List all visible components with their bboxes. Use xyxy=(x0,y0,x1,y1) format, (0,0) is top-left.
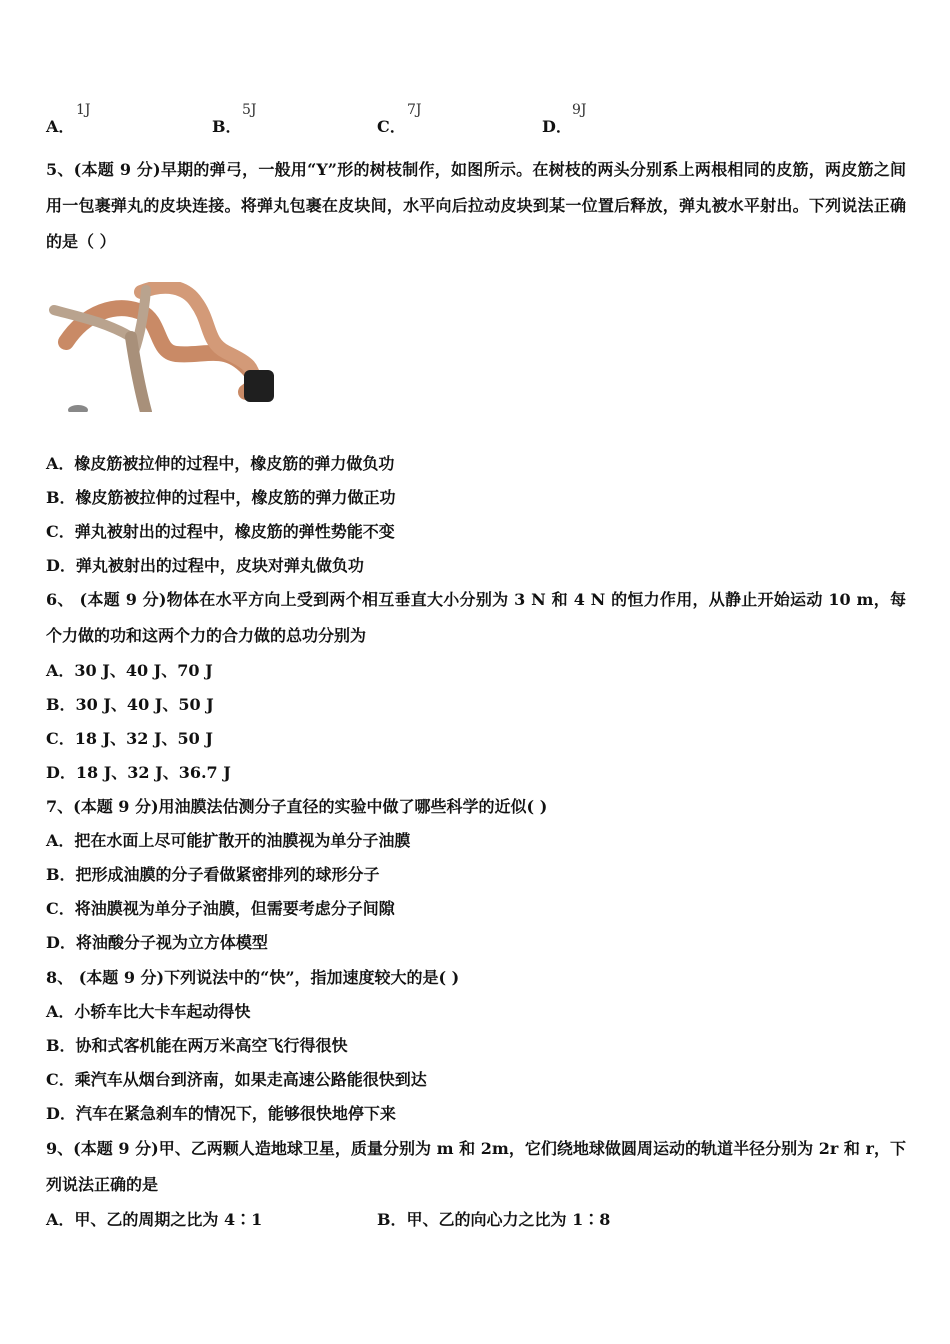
q5-option-a: A．橡皮筋被拉伸的过程中，橡皮筋的弹力做负功 xyxy=(46,454,395,473)
q8-option-a: A．小轿车比大卡车起动得快 xyxy=(46,1002,251,1021)
option-value: 1J xyxy=(76,102,91,118)
q8-option-c: C．乘汽车从烟台到济南，如果走高速公路能很快到达 xyxy=(46,1070,427,1089)
option-label: A． xyxy=(46,117,75,136)
q4-option-c xyxy=(377,102,422,137)
q5-option-b: B．橡皮筋被拉伸的过程中，橡皮筋的弹力做正功 xyxy=(46,488,396,507)
q5-stem: 5、(本题 9 分)早期的弹弓，一般用“Y”形的树枝制作，如图所示。在树枝的两头分别系上两根相同的皮筋，两皮筋之间用一包裹弹丸的皮块连接。将弹丸包裹在皮块间，水平向后拉动皮块到某一位置后释放，弹丸被水平射出。下列说法正确的是（ ） xyxy=(46,160,906,251)
q7-option-b: B．把形成油膜的分子看做紧密排列的球形分子 xyxy=(46,865,380,884)
q9-option-a: A．甲、乙的周期之比为 4∶1 xyxy=(46,1210,263,1229)
q7-option-a: A．把在水面上尽可能扩散开的油膜视为单分子油膜 xyxy=(46,831,411,850)
option-value: 7J xyxy=(407,102,422,118)
option-value: 5J xyxy=(242,102,257,118)
q6-option-c: C．18 J、32 J、50 J xyxy=(46,729,213,748)
option-label: B． xyxy=(212,117,242,136)
q9-stem: 9、(本题 9 分)甲、乙两颗人造地球卫星，质量分别为 m 和 2m，它们绕地球做圆周运动的轨道半径分别为 2r 和 r，下列说法正确的是 xyxy=(46,1139,906,1194)
q6-stem: 6、 (本题 9 分)物体在水平方向上受到两个相互垂直大小分别为 3 N 和 4 N 的恒力作用，从静止开始运动 10 m，每个力做的功和这两个力的合力做的总功分别为 xyxy=(46,590,906,645)
q8-option-b: B．协和式客机能在两万米高空飞行得很快 xyxy=(46,1036,348,1055)
q4-options xyxy=(46,102,746,138)
q4-option-d xyxy=(542,102,587,137)
q6-option-b: B．30 J、40 J、50 J xyxy=(46,695,214,714)
slingshot-figure xyxy=(46,282,287,412)
q4-option-a xyxy=(46,102,91,137)
q7-option-c: C．将油膜视为单分子油膜，但需要考虑分子间隙 xyxy=(46,899,395,918)
q5-option-c: C．弹丸被射出的过程中，橡皮筋的弹性势能不变 xyxy=(46,522,395,541)
q9-option-b: B．甲、乙的向心力之比为 1∶8 xyxy=(377,1210,611,1229)
q6-option-a: A．30 J、40 J、70 J xyxy=(46,661,213,680)
option-value: 9J xyxy=(572,102,587,118)
q7-option-d: D．将油酸分子视为立方体模型 xyxy=(46,933,268,952)
q6-option-d: D．18 J、32 J、36.7 J xyxy=(46,763,231,782)
q7-stem: 7、(本题 9 分)用油膜法估测分子直径的实验中做了哪些科学的近似( ) xyxy=(46,797,548,816)
q4-option-b xyxy=(212,102,257,137)
option-label: C． xyxy=(377,117,406,136)
q5-option-d: D．弹丸被射出的过程中，皮块对弹丸做负功 xyxy=(46,556,364,575)
q8-option-d: D．汽车在紧急刹车的情况下，能够很快地停下来 xyxy=(46,1104,396,1123)
option-label: D． xyxy=(542,117,572,136)
q8-stem: 8、 (本题 9 分)下列说法中的“快”，指加速度较大的是( ) xyxy=(46,968,460,987)
